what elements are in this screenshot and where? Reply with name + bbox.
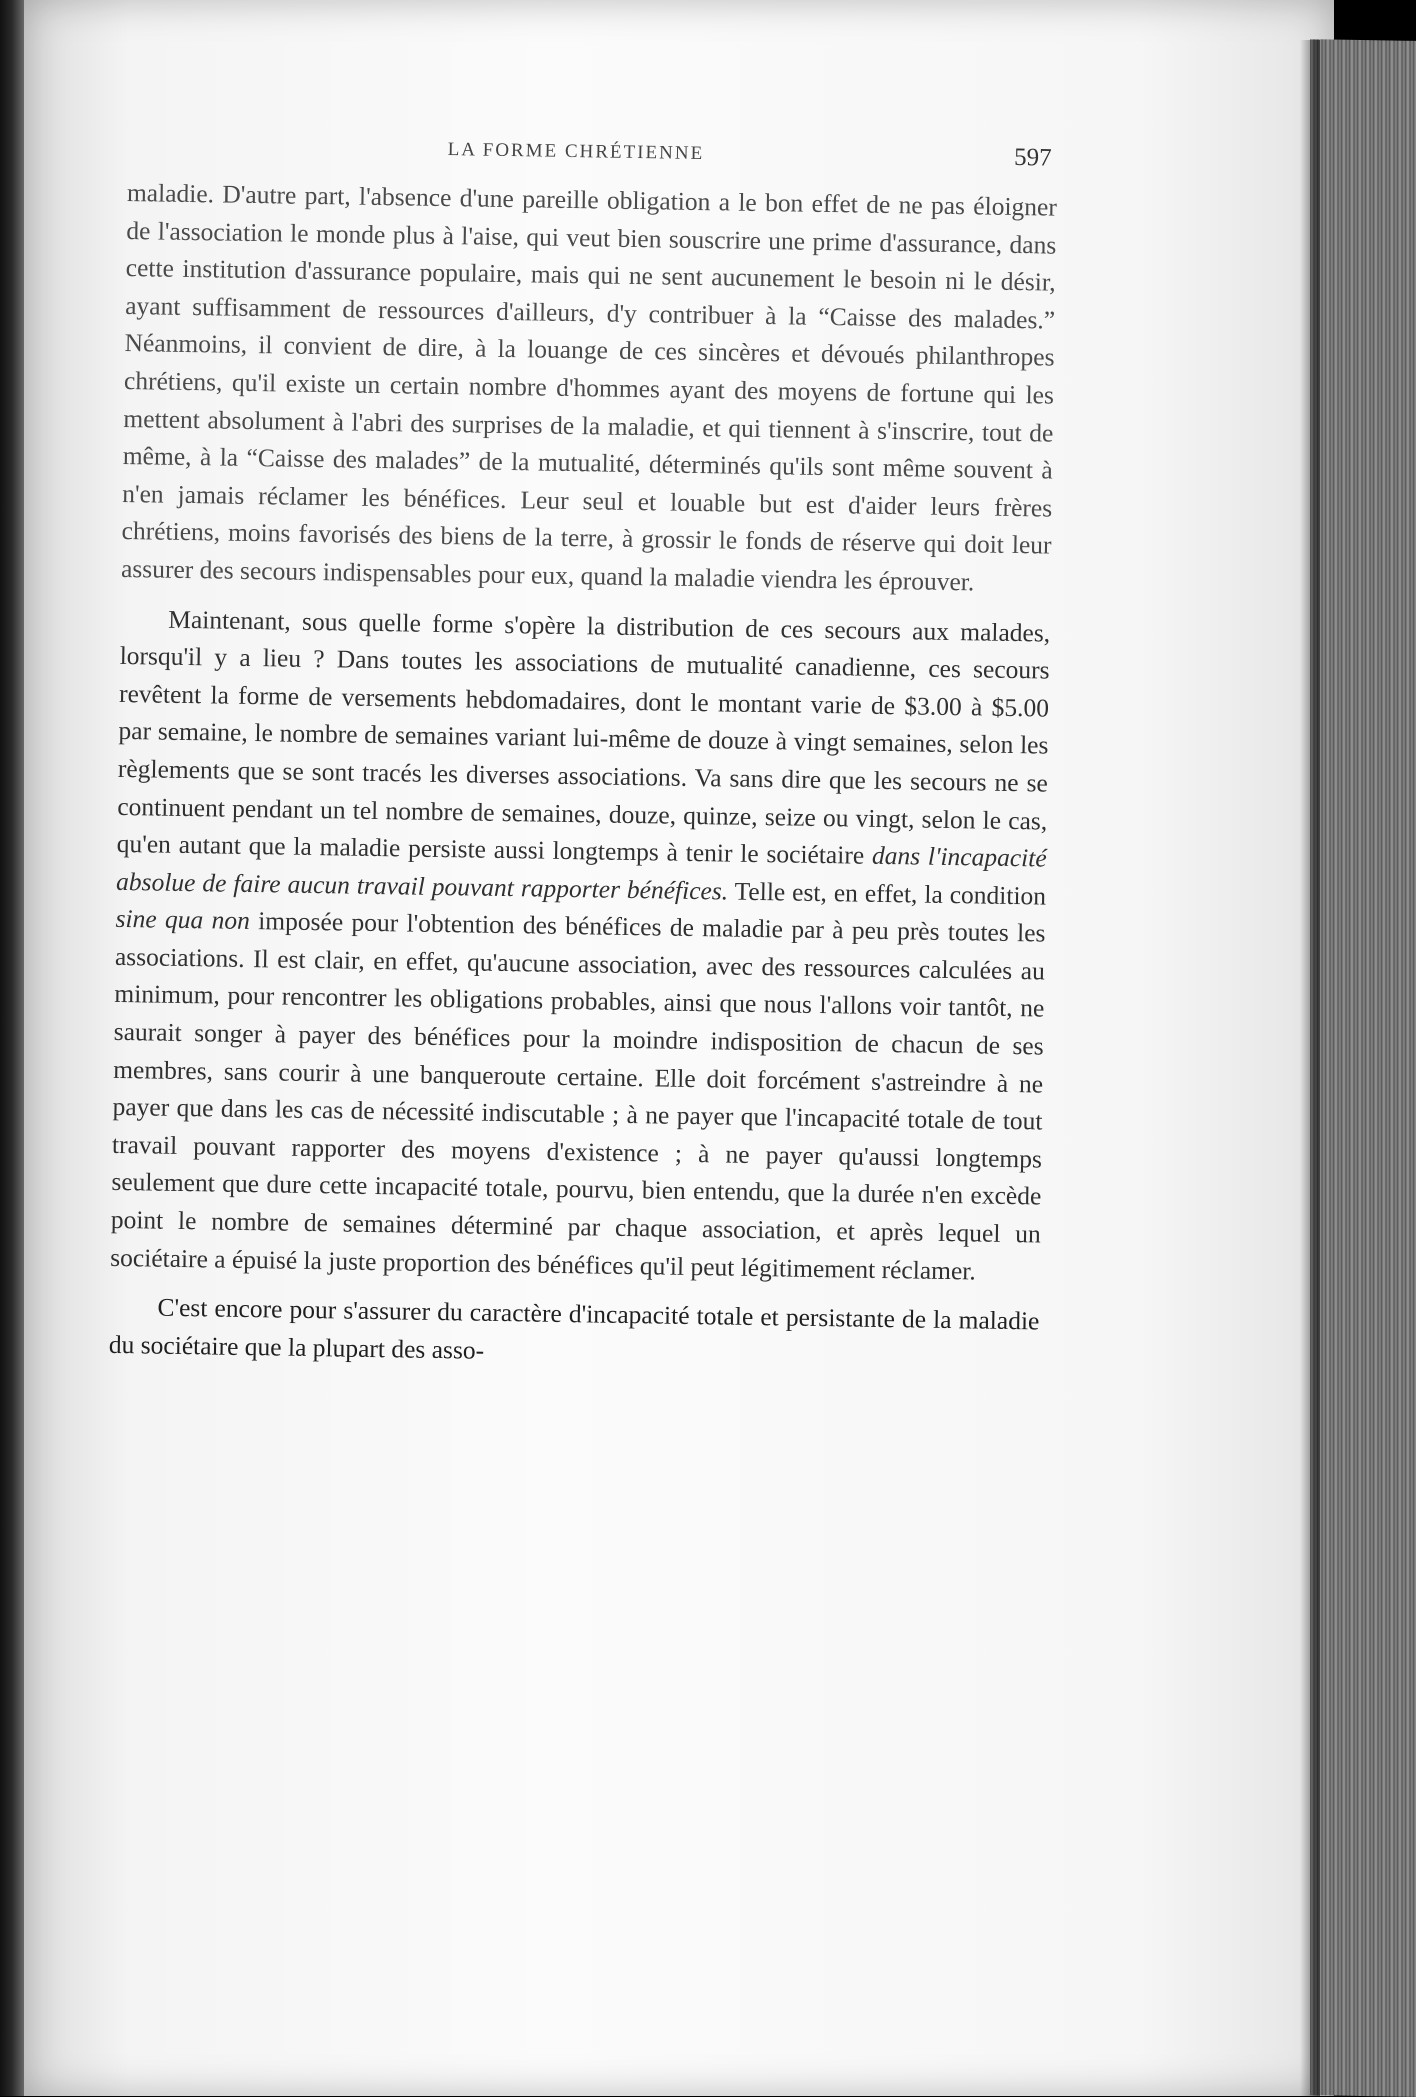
paragraph-2 <box>110 599 1051 1290</box>
paragraph-2-text-b: Telle est, en effet, la condition <box>734 876 1047 911</box>
paragraph-3: C'est encore pour s'assurer du caractère d'incapacité totale et persistante de la maladie du sociétaire que la plupart des asso- <box>108 1292 1040 1365</box>
page-text-block <box>109 128 1058 1378</box>
page-number: 597 <box>1013 143 1052 172</box>
paragraph-2-italic-a: dans l'incapacité absolue de faire aucun travail pouvant rapporter bénéfices. <box>115 840 1047 906</box>
paragraph-1: maladie. D'autre part, l'absence d'une pareille obligation a le bon effet de ne pas éloigner de l'association le monde plus à l'aise, qui veut bien souscrire une prime d'assurance, dans cette institution d'assurance populaire, mais qui ne sent aucunement le besoin ni le désir, ayant suffisamment de ressources d'ailleurs, d'y contribuer à la “Caisse des malades.” Néanmoins, il convient de dire, à la louange de ces sincères et dévoués philanthropes chrétiens, qu'il existe un certain nombre d'hommes ayant des moyens de fortune qui les mettent absolument à l'abri des surprises de la maladie, et qui tiennent à s'inscrire, tout de même, à la “Caisse des malades” de la mutualité, déterminés qu'ils sont même souvent à n'en jamais réclamer les bénéfices. Leur seul et louable but est d'aider leurs frères chrétiens, moins favorisés des biens de la terre, à grossir le fonds de réserve qui doit leur assurer des secours indispensables pour eux, quand la maladie viendra les éprouver. <box>120 177 1058 597</box>
page-gutter-shadow <box>1300 40 1320 2096</box>
running-title: LA FORME CHRÉTIENNE <box>447 139 705 165</box>
book-page-edges <box>1310 39 1416 2097</box>
paragraph-2-italic-b: sine qua non <box>115 904 251 936</box>
paragraph-2-text-a: Maintenant, sous quelle forme s'opère la distribution de ces secours aux malades, lorsqu'il y a lieu ? Dans toutes les associations de mutualité canadienne, ces secours revêtent la forme de versements hebdomadaires, dont le montant varie de $3.00 à $5.00 par semaine, le nombre de semaines variant lui-même de douze à vingt semaines, selon les règlements que se sont tracés les diverses associations. Va sans dire que les secours ne se continuent pendant un tel nombre de semaines, douze, quinze, seize ou vingt, selon le cas, qu'en autant que la maladie persiste aussi longtemps à tenir le sociétaire <box>116 604 1051 870</box>
paragraph-2-text-c: imposée pour l'obtention des bénéfices de maladie par à peu près toutes les associations. Il est clair, en effet, qu'aucune association, avec des ressources calculées au minimum, pour rencontrer les obligations probables, ainsi que nous l'allons voir tantôt, ne saurait songer à payer des bénéfices pour la moindre indisposition de chacun de ses membres, sans courir à une banqueroute certaine. Elle doit forcément s'astreindre à ne payer que dans les cas de nécessité indiscutable ; à ne payer que l'incapacité totale de tout travail pouvant rapporter des moyens d'existence ; à ne payer qu'aussi longtemps seulement que dure cette incapacité totale, pourvu, bien entendu, que la durée n'en excède point le nombre de semaines déterminé par chaque association, et après lequel un sociétaire a épuisé la juste proportion des bénéfices qu'il peut légitimement réclamer. <box>110 906 1046 1286</box>
